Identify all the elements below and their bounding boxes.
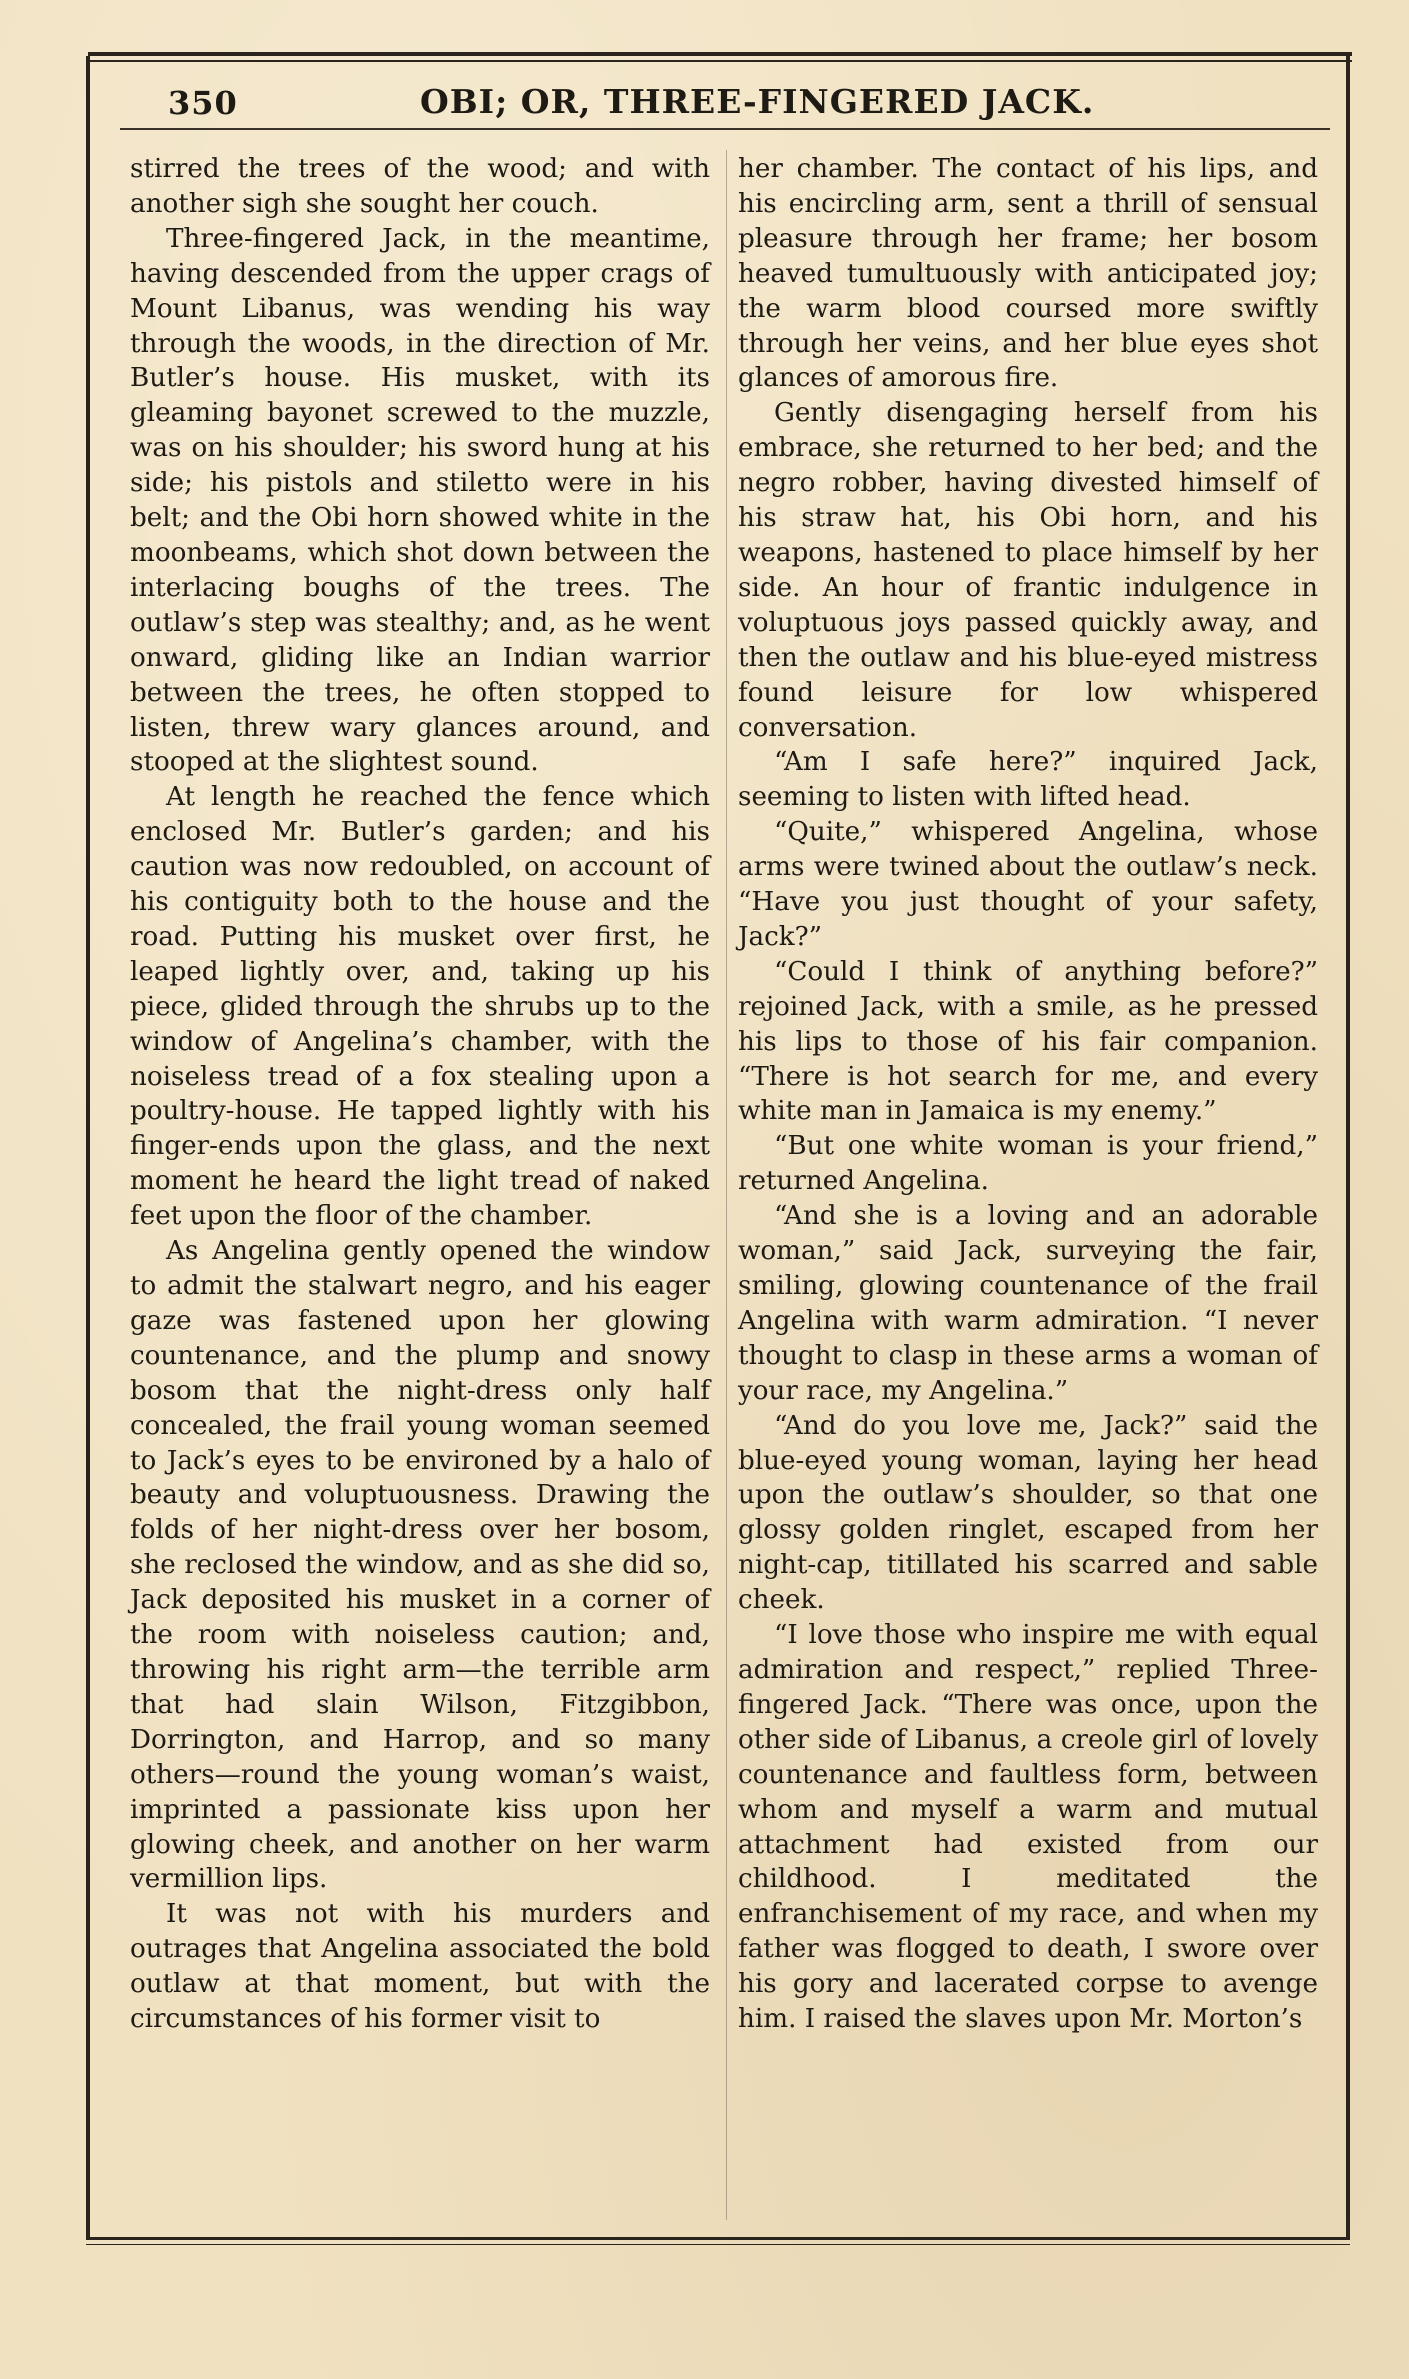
- left-column: [130, 152, 710, 2218]
- paragraph: It was not with his murders and outrages that Angelina associated the bold outlaw at that moment, but with the circumstances of his former visit to: [130, 1899, 710, 2035]
- bottom-rule: [86, 2237, 1350, 2240]
- paragraph: stirred the trees of the wood; and with another sigh she sought her couch.: [130, 154, 710, 219]
- paragraph: her chamber. The contact of his lips, and his encircling arm, sent a thrill of sensual pleasure through her frame; her bosom heaved tumultuously with anticipated joy; the warm blood coursed more swiftly through her veins, and her blue eyes shot glances of amorous fire.: [738, 154, 1318, 394]
- right-frame-rule: [1346, 56, 1350, 2239]
- paragraph: At length he reached the fence which enclosed Mr. Butler’s garden; and his caution was now redoubled, on account of his contiguity both to the house and the road. Putting his musket over first, he leaped lightly over, and, taking up his piece, glided through the shrubs up to the window of Angelina’s chamber, with the noiseless tread of a fox stealing upon a poultry-house. He tapped lightly with his finger-ends upon the glass, and the next moment he heard the light tread of naked feet upon the floor of the chamber.: [130, 782, 710, 1232]
- paragraph: “Could I think of anything before?” rejoined Jack, with a smile, as he pressed his lips to those of his fair companion. “There is hot search for me, and every white man in Jamaica is my enemy.”: [738, 956, 1318, 1127]
- right-column: [738, 152, 1318, 2218]
- paragraph: Gently disengaging herself from his embrace, she returned to her bed; and the negro robber, having divested himself of his straw hat, his Obi horn, and his weapons, hastened to place himself by her side. An hour of frantic indulgence in voluptuous joys passed quickly away, and then the outlaw and his blue-eyed mistress found leisure for low whispered conversation.: [738, 398, 1318, 743]
- paragraph: “I love those who inspire me with equal admiration and respect,” replied Three-fingered Jack. “There was once, upon the other side of Libanus, a creole girl of lovely countenance and faultless form, between whom and myself a warm and mutual attachment had existed from our childhood. I meditated the enfranchisement of my race, and when my father was flogged to death, I swore over his gory and lacerated corpse to avenge him. I raised the slaves upon Mr. Morton’s: [738, 1620, 1318, 2035]
- column-divider: [726, 150, 727, 2220]
- bottom-rule-thin: [86, 2244, 1350, 2245]
- paragraph: “But one white woman is your friend,” returned Angelina.: [738, 1131, 1318, 1197]
- top-rule: [88, 52, 1352, 56]
- header-rule: [120, 128, 1330, 130]
- paragraph: “Quite,” whispered Angelina, whose arms were twined about the outlaw’s neck. “Have you just thought of your safety, Jack?”: [738, 817, 1318, 952]
- paragraph: “Am I safe here?” inquired Jack, seeming to listen with lifted head.: [738, 747, 1318, 813]
- paragraph: Three-fingered Jack, in the meantime, having descended from the upper crags of Mount Libanus, was wending his way through the woods, in the direction of Mr. Butler’s house. His musket, with its gleaming bayonet screwed to the muzzle, was on his shoulder; his sword hung at his side; his pistols and stiletto were in his belt; and the Obi horn showed white in the moonbeams, which shot down between the interlacing boughs of the trees. The outlaw’s step was stealthy; and, as he went onward, gliding like an Indian warrior between the trees, he often stopped to listen, threw wary glances around, and stooped at the slightest sound.: [130, 223, 710, 778]
- left-frame-rule: [86, 56, 90, 2239]
- paragraph: “And do you love me, Jack?” said the blue-eyed young woman, laying her head upon the outlaw’s shoulder, so that one glossy golden ringlet, escaped from her night-cap, titillated his scarred and sable cheek.: [738, 1410, 1318, 1616]
- paragraph: As Angelina gently opened the window to admit the stalwart negro, and his eager gaze was fastened upon her glowing countenance, and the plump and snowy bosom that the night-dress only half concealed, the frail young woman seemed to Jack’s eyes to be environed by a halo of beauty and voluptuousness. Drawing the folds of her night-dress over her bosom, she reclosed the window, and as she did so, Jack deposited his musket in a corner of the room with noiseless caution; and, throwing his right arm—the terrible arm that had slain Wilson, Fitzgibbon, Dorrington, and Harrop, and so many others—round the young woman’s waist, imprinted a passionate kiss upon her glowing cheek, and another on her warm vermillion lips.: [130, 1236, 710, 1895]
- paragraph: “And she is a loving and an adorable woman,” said Jack, surveying the fair, smiling, glowing countenance of the frail Angelina with warm admiration. “I never thought to clasp in these arms a woman of your race, my Angelina.”: [738, 1201, 1318, 1406]
- top-rule-thin: [88, 60, 1352, 62]
- running-title: OBI; OR, THREE-FINGERED JACK.: [420, 82, 1095, 121]
- page-number: 350: [168, 84, 238, 122]
